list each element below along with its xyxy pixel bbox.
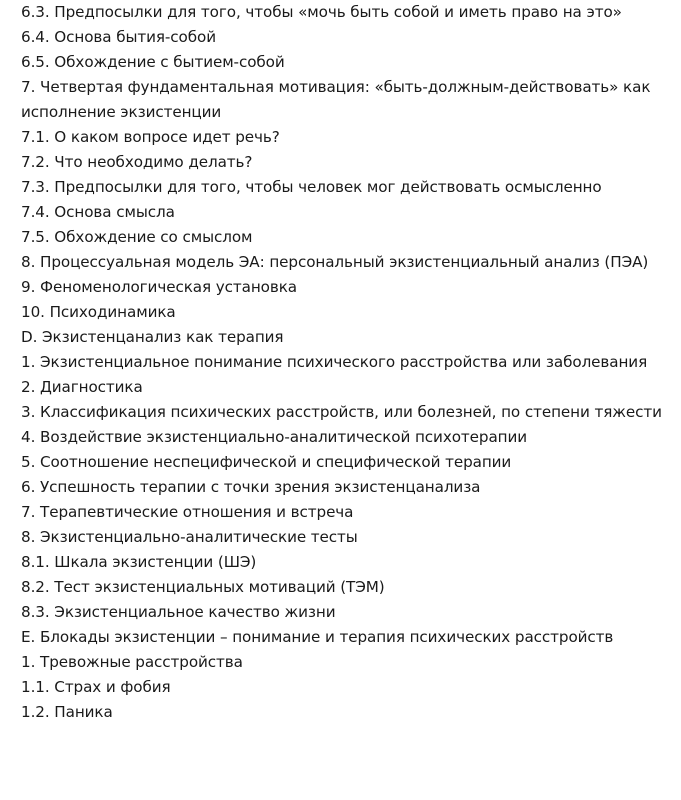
toc-item: 5. Соотношение неспецифической и специфической терапии bbox=[21, 453, 512, 471]
toc-item: 8.3. Экзистенциальное качество жизни bbox=[21, 603, 336, 621]
toc-item: 1.1. Страх и фобия bbox=[21, 678, 171, 696]
toc-item: 1. Экзистенциальное понимание психического расстройства или заболевания bbox=[21, 353, 648, 371]
toc-item: 9. Феноменологическая установка bbox=[21, 278, 297, 296]
toc-item: E. Блокады экзистенции – понимание и терапия психических расстройств bbox=[21, 628, 614, 646]
toc-item: 6.5. Обхождение с бытием-собой bbox=[21, 53, 285, 71]
toc-item: 8. Экзистенциально-аналитические тесты bbox=[21, 528, 358, 546]
toc-item: 7.5. Обхождение со смыслом bbox=[21, 228, 253, 246]
toc-item: 8. Процессуальная модель ЭА: персональный экзистенциальный анализ (ПЭА) bbox=[21, 253, 649, 271]
toc-item: 8.1. Шкала экзистенции (ШЭ) bbox=[21, 553, 257, 571]
toc-item: 7.1. О каком вопросе идет речь? bbox=[21, 128, 280, 146]
toc-item: 7.2. Что необходимо делать? bbox=[21, 153, 253, 171]
toc-item: 6.4. Основа бытия-собой bbox=[21, 28, 216, 46]
toc-item: 7.3. Предпосылки для того, чтобы человек мог действовать осмысленно bbox=[21, 178, 602, 196]
toc-item: 1.2. Паника bbox=[21, 703, 113, 721]
toc-item: 6. Успешность терапии с точки зрения экзистенцанализа bbox=[21, 478, 481, 496]
toc-item: 8.2. Тест экзистенциальных мотиваций (ТЭМ) bbox=[21, 578, 385, 596]
toc-item: 6.3. Предпосылки для того, чтобы «мочь быть собой и иметь право на это» bbox=[21, 3, 622, 21]
toc-item: 10. Психодинамика bbox=[21, 303, 176, 321]
toc-item: 2. Диагностика bbox=[21, 378, 143, 396]
table-of-contents bbox=[21, 0, 676, 725]
toc-item: 7.4. Основа смысла bbox=[21, 203, 175, 221]
toc-item: 3. Классификация психических расстройств, или болезней, по степени тяжести bbox=[21, 403, 662, 421]
toc-item: 1. Тревожные расстройства bbox=[21, 653, 243, 671]
toc-item: D. Экзистенцанализ как терапия bbox=[21, 328, 284, 346]
toc-item: 7. Четвертая фундаментальная мотивация: «быть-должным-действовать» как исполнение экзистенции bbox=[21, 78, 651, 121]
toc-item: 7. Терапевтические отношения и встреча bbox=[21, 503, 354, 521]
toc-item: 4. Воздействие экзистенциально-аналитической психотерапии bbox=[21, 428, 528, 446]
